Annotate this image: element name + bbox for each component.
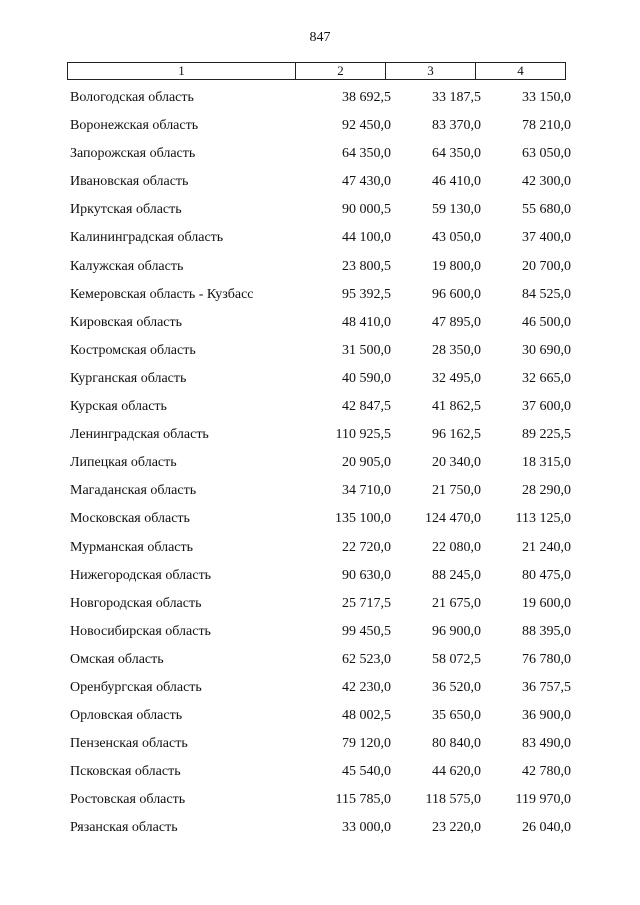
value-col-3: 59 130,0 <box>432 202 481 218</box>
region-name: Воронежская область <box>70 118 199 134</box>
value-col-2: 48 002,5 <box>342 708 391 724</box>
value-col-3: 33 187,5 <box>432 90 481 105</box>
value-col-4: 36 900,0 <box>522 708 571 724</box>
column-header-2: 2 <box>296 63 386 79</box>
region-name: Ростовская область <box>70 792 186 808</box>
region-name: Костромская область <box>70 342 196 358</box>
column-header-1: 1 <box>68 63 296 79</box>
value-col-2: 115 785,0 <box>335 792 391 808</box>
value-col-3: 19 800,0 <box>432 258 481 274</box>
table-row <box>67 224 572 252</box>
table-body <box>67 84 572 843</box>
region-name: Пензенская область <box>70 736 188 752</box>
value-col-3: 22 080,0 <box>432 539 481 555</box>
value-col-2: 135 100,0 <box>335 511 391 527</box>
table-row <box>67 365 572 393</box>
value-col-2: 90 630,0 <box>342 567 391 583</box>
region-name: Калининградская область <box>70 230 224 246</box>
value-col-4: 46 500,0 <box>522 314 571 330</box>
table-row <box>67 168 572 196</box>
table-row <box>67 112 572 140</box>
table-row <box>67 337 572 365</box>
value-col-4: 20 700,0 <box>522 258 571 274</box>
value-col-2: 42 847,5 <box>342 399 391 415</box>
value-col-3: 21 675,0 <box>432 595 481 611</box>
region-name: Московская область <box>70 511 190 527</box>
value-col-3: 23 220,0 <box>432 820 481 836</box>
value-col-4: 37 400,0 <box>522 230 571 246</box>
value-col-4: 119 970,0 <box>515 792 571 808</box>
value-col-2: 20 905,0 <box>342 455 391 471</box>
table-row <box>67 393 572 421</box>
table-row <box>67 646 572 674</box>
value-col-4: 89 225,5 <box>522 427 571 443</box>
table-row <box>67 786 572 814</box>
value-col-2: 110 925,5 <box>335 427 391 443</box>
table-row <box>67 702 572 730</box>
value-col-2: 42 230,0 <box>342 679 391 695</box>
value-col-2: 79 120,0 <box>342 736 391 752</box>
value-col-2: 44 100,0 <box>342 230 391 246</box>
value-col-4: 26 040,0 <box>522 820 571 836</box>
region-name: Магаданская область <box>70 483 197 499</box>
table-row <box>67 814 572 842</box>
table-row <box>67 534 572 562</box>
value-col-2: 31 500,0 <box>342 342 391 358</box>
value-col-3: 41 862,5 <box>432 399 481 415</box>
table-row <box>67 309 572 337</box>
value-col-2: 38 692,5 <box>342 90 391 105</box>
region-name: Иркутская область <box>70 202 182 218</box>
value-col-2: 99 450,5 <box>342 623 391 639</box>
value-col-4: 84 525,0 <box>522 286 571 302</box>
value-col-3: 32 495,0 <box>432 370 481 386</box>
value-col-4: 21 240,0 <box>522 539 571 555</box>
value-col-4: 19 600,0 <box>522 595 571 611</box>
value-col-2: 48 410,0 <box>342 314 391 330</box>
value-col-4: 63 050,0 <box>522 146 571 162</box>
value-col-4: 36 757,5 <box>522 679 571 695</box>
region-name: Кемеровская область - Кузбасс <box>70 286 254 302</box>
value-col-4: 76 780,0 <box>522 651 571 667</box>
region-name: Кировская область <box>70 314 183 330</box>
value-col-4: 83 490,0 <box>522 736 571 752</box>
region-name: Мурманская область <box>70 539 194 555</box>
value-col-4: 80 475,0 <box>522 567 571 583</box>
value-col-3: 20 340,0 <box>432 455 481 471</box>
column-header-3: 3 <box>386 63 476 79</box>
value-col-2: 62 523,0 <box>342 651 391 667</box>
region-name: Новосибирская область <box>70 623 211 639</box>
value-col-2: 95 392,5 <box>342 286 391 302</box>
value-col-2: 33 000,0 <box>342 820 391 836</box>
value-col-3: 28 350,0 <box>432 342 481 358</box>
value-col-4: 18 315,0 <box>522 455 571 471</box>
region-name: Нижегородская область <box>70 567 212 583</box>
value-col-2: 47 430,0 <box>342 174 391 190</box>
value-col-3: 64 350,0 <box>432 146 481 162</box>
region-name: Запорожская область <box>70 146 196 162</box>
value-col-3: 43 050,0 <box>432 230 481 246</box>
table-row <box>67 505 572 533</box>
table-header <box>67 62 566 80</box>
table-row <box>67 674 572 702</box>
table-row <box>67 618 572 646</box>
value-col-4: 42 780,0 <box>522 764 571 780</box>
table-row <box>67 421 572 449</box>
value-col-3: 96 900,0 <box>432 623 481 639</box>
value-col-2: 64 350,0 <box>342 146 391 162</box>
value-col-4: 88 395,0 <box>522 623 571 639</box>
value-col-2: 92 450,0 <box>342 118 391 134</box>
region-name: Ленинградская область <box>70 427 209 443</box>
value-col-3: 44 620,0 <box>432 764 481 780</box>
value-col-3: 35 650,0 <box>432 708 481 724</box>
value-col-2: 23 800,5 <box>342 258 391 274</box>
column-header-4: 4 <box>517 63 524 78</box>
region-name: Орловская область <box>70 708 183 724</box>
region-name: Вологодская область <box>70 90 194 105</box>
table-row <box>67 281 572 309</box>
region-name: Оренбургская область <box>70 679 202 695</box>
value-col-4: 113 125,0 <box>515 511 571 527</box>
value-col-3: 124 470,0 <box>425 511 481 527</box>
value-col-3: 21 750,0 <box>432 483 481 499</box>
value-col-2: 22 720,0 <box>342 539 391 555</box>
region-name: Омская область <box>70 651 164 667</box>
table-row <box>67 449 572 477</box>
table-row <box>67 590 572 618</box>
value-col-3: 96 600,0 <box>432 286 481 302</box>
value-col-2: 40 590,0 <box>342 370 391 386</box>
value-col-3: 118 575,0 <box>425 792 481 808</box>
table-row <box>67 758 572 786</box>
region-name: Липецкая область <box>70 455 177 471</box>
region-name: Ивановская область <box>70 174 189 190</box>
value-col-4: 32 665,0 <box>522 370 571 386</box>
value-col-3: 80 840,0 <box>432 736 481 752</box>
value-col-4: 55 680,0 <box>522 202 571 218</box>
value-col-4: 78 210,0 <box>522 118 571 134</box>
region-name: Калужская область <box>70 258 184 274</box>
table-row <box>67 730 572 758</box>
value-col-2: 25 717,5 <box>342 595 391 611</box>
value-col-4: 30 690,0 <box>522 342 571 358</box>
value-col-2: 34 710,0 <box>342 483 391 499</box>
table-row <box>67 140 572 168</box>
region-name: Рязанская область <box>70 820 178 836</box>
value-col-4: 33 150,0 <box>522 90 571 105</box>
value-col-3: 46 410,0 <box>432 174 481 190</box>
value-col-4: 28 290,0 <box>522 483 571 499</box>
page-number: 847 <box>309 30 331 45</box>
value-col-2: 45 540,0 <box>342 764 391 780</box>
table-row <box>67 562 572 590</box>
value-col-3: 88 245,0 <box>432 567 481 583</box>
value-col-3: 96 162,5 <box>432 427 481 443</box>
region-name: Курская область <box>70 399 167 415</box>
value-col-4: 42 300,0 <box>522 174 571 190</box>
table-row <box>67 477 572 505</box>
table-row <box>67 196 572 224</box>
table-row <box>67 84 572 112</box>
value-col-3: 58 072,5 <box>432 651 481 667</box>
value-col-3: 83 370,0 <box>432 118 481 134</box>
table-row <box>67 253 572 281</box>
region-name: Курганская область <box>70 370 187 386</box>
value-col-3: 47 895,0 <box>432 314 481 330</box>
value-col-3: 36 520,0 <box>432 679 481 695</box>
region-name: Псковская область <box>70 764 181 780</box>
value-col-2: 90 000,5 <box>342 202 391 218</box>
value-col-4: 37 600,0 <box>522 399 571 415</box>
region-name: Новгородская область <box>70 595 202 611</box>
